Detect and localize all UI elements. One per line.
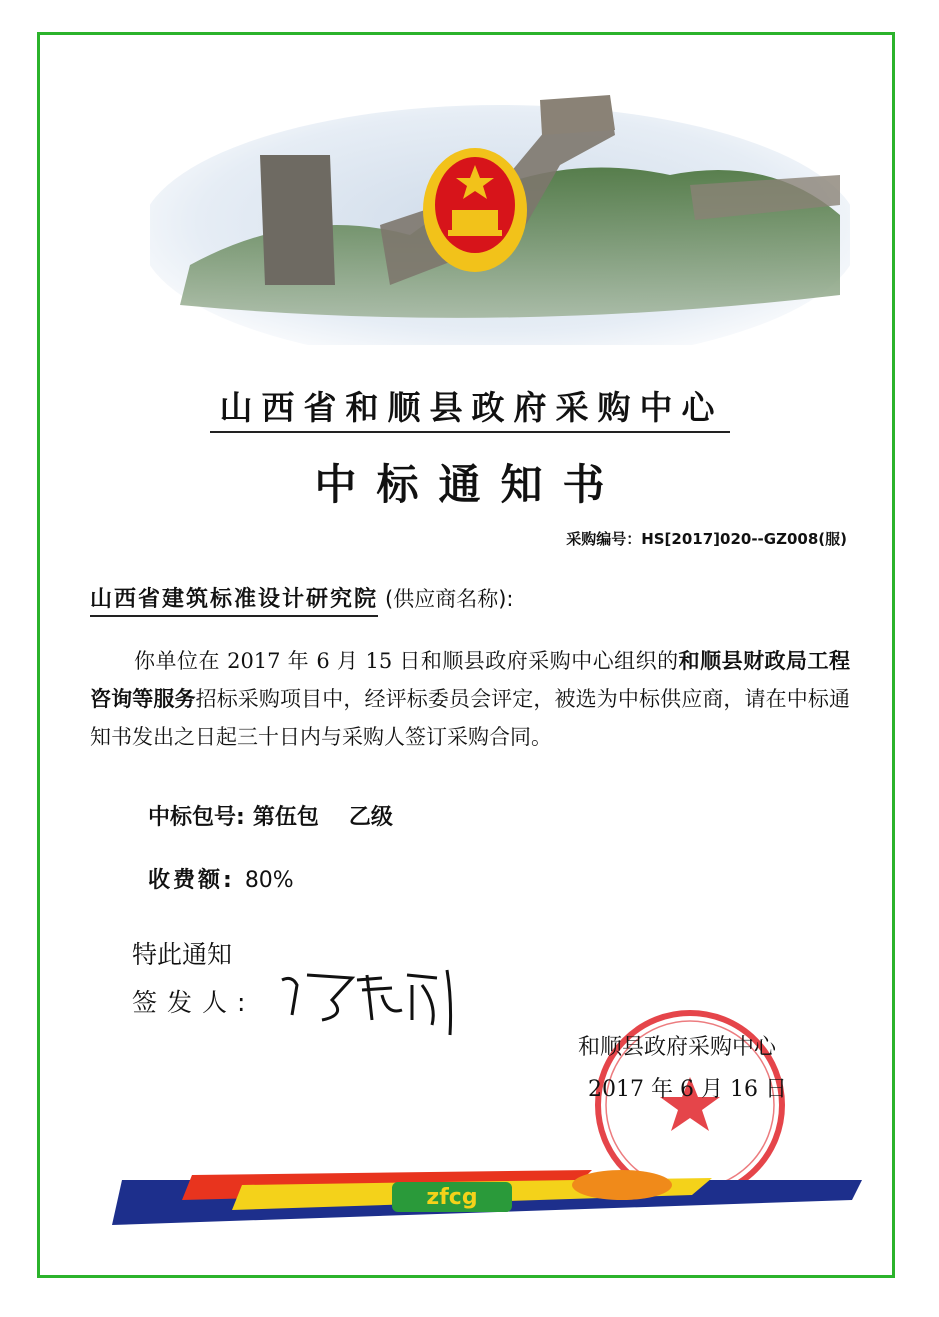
- document-title: 中标通知书: [314, 460, 625, 509]
- fee-value: 80%: [244, 868, 294, 893]
- project-name: 和顺县财政局工程咨询等服务: [90, 649, 850, 711]
- national-emblem-icon: [423, 148, 527, 272]
- supplier-label: (供应商名称):: [385, 587, 514, 611]
- great-wall-emblem-banner: [150, 85, 850, 345]
- procurement-number: 采购编号：HS[2017]020--GZ008(服): [566, 530, 847, 548]
- notice-closing: 特此通知: [132, 940, 233, 969]
- handwritten-signature: [262, 960, 462, 1040]
- body-part2: 招标采购项目中，经评标委员会评定，被选为中标供应商，请在中标通知书发出之日起三十日内与采购人签订采购合同。: [90, 687, 851, 749]
- body-part1: 你单位在 2017 年 6 月 15 日和顺县政府采购中心组织的: [134, 649, 679, 673]
- package-level: 乙级: [348, 805, 393, 830]
- package-value: 第伍包: [252, 805, 319, 830]
- fee-label: 收费额:: [148, 868, 235, 893]
- issuing-org: 和顺县政府采购中心: [578, 1035, 777, 1060]
- org-title: 山西省和顺县政府采购中心: [0, 382, 939, 429]
- issue-date: 2017 年 6 月 16 日: [588, 1077, 787, 1102]
- supplier-line: [90, 582, 513, 613]
- signer-label: 签发人:: [132, 988, 256, 1017]
- zfcg-logo-text: zfcg: [426, 1185, 478, 1210]
- notice-body: [90, 642, 850, 756]
- package-label: 中标包号:: [148, 805, 245, 830]
- zfcg-footer-banner: [92, 1160, 862, 1230]
- zfcg-logo-icon: [392, 1182, 512, 1212]
- fee-line: [148, 863, 294, 894]
- package-line: [148, 800, 393, 831]
- supplier-name: 山西省建筑标准设计研究院: [90, 587, 378, 617]
